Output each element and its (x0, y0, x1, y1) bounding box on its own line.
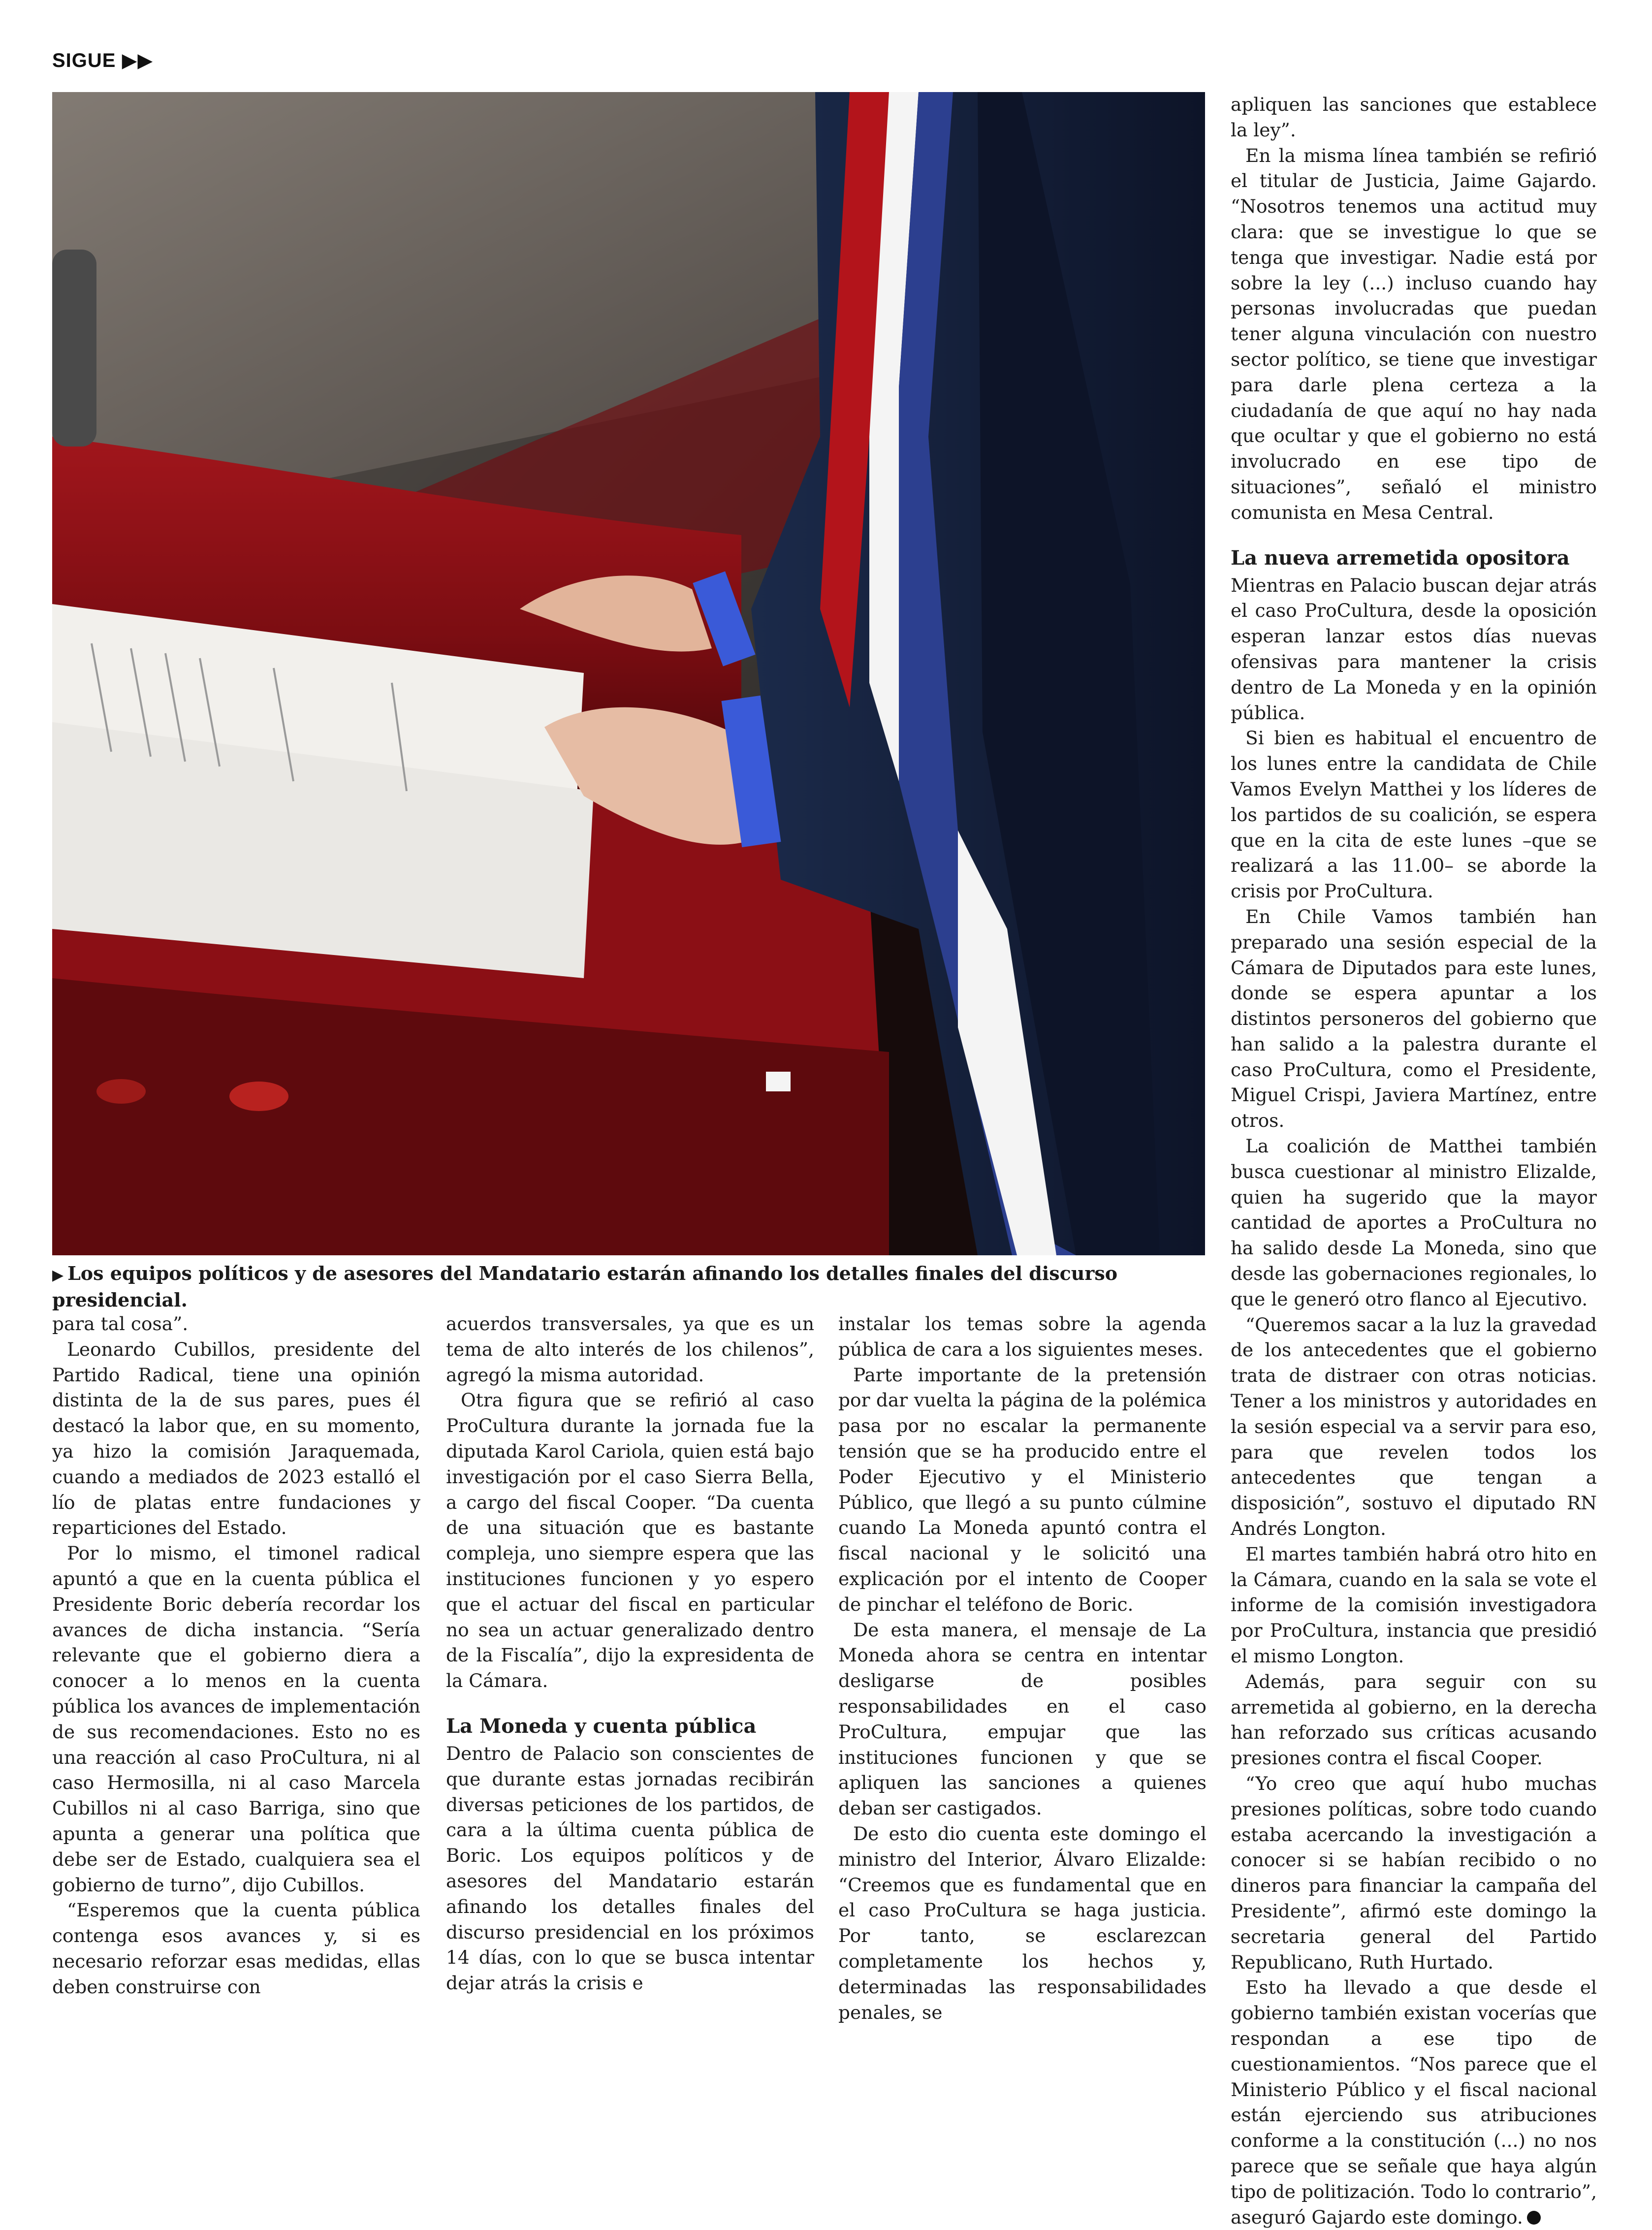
paragraph: apliquen las sanciones que establece la ley”. (1231, 94, 1597, 141)
paragraph-final (1231, 1975, 1597, 2230)
paragraph: “Queremos sacar a la luz la gravedad de los antecedentes que el gobierno trata de distraer con otras noticias. Tener a los ministros y autoridades en la sesión especial va a servir para eso, para que revelen todos los antecedentes que tengan a disposición”, sostuvo el diputado RN Andrés Longton. (1231, 1313, 1597, 1540)
paragraph-text: Esto ha llevado a que desde el gobierno también existan vocerías que respondan a ese tipo de cuestionamientos. “Nos parece que el Ministerio Público y el fiscal nacional están ejerciendo sus atribuciones conforme a la constitución (...) no nos parece que se señale que haya algún tipo de politización. Todo lo contrario”, aseguró Gajardo este domingo. (1231, 1976, 1597, 2228)
president-podium-photo (52, 92, 1205, 1255)
end-mark-icon (1527, 2211, 1541, 2225)
column-1 (52, 1311, 420, 2000)
subheading: La nueva arremetida opositora (1231, 546, 1570, 570)
photo-illustration (52, 92, 1205, 1255)
caption-marker: ▶ (52, 1267, 64, 1284)
paragraph: Por lo mismo, el timonel radical apuntó a que en la cuenta pública el Presidente Boric debería recordar los avances de dicha instancia. “Sería relevante que el gobierno diera a conocer a lo menos en la cuenta pública los avances de implementación de sus recomendaciones. Esto no es una reacción al caso ProCultura, ni al caso Hermosilla, ni al caso Marcela Cubillos ni al caso Barriga, sino que apunta a generar una política que debe ser de Estado, cualquiera sea el gobierno de turno”, dijo Cubillos. (52, 1542, 420, 1896)
paragraph: En Chile Vamos también han preparado una sesión especial de la Cámara de Diputados para este lunes, donde se espera apuntar a los distintos personeros del gobierno que han salido a la palestra durante el caso ProCultura, como el Presidente, Miguel Crispi, Javiera Martínez, entre otros. (1231, 905, 1597, 1132)
paragraph: Además, para seguir con su arremetida al gobierno, en la derecha han reforzado sus críticas acusando presiones contra el fiscal Cooper. (1231, 1670, 1597, 1769)
paragraph: Parte importante de la pretensión por dar vuelta la página de la polémica pasa por no escalar la permanente tensión que se ha producido entre el Poder Ejecutivo y el Ministerio Público, que llegó a su punto cúlmine cuando La Moneda apuntó contra el fiscal nacional y le solicitó una explicación por el intento de Cooper de pinchar el teléfono de Boric. (838, 1364, 1207, 1615)
column-4 (1231, 92, 1597, 2230)
paragraph: Leonardo Cubillos, presidente del Partido Radical, tiene una opinión distinta de la de sus pares, pues él destacó la labor que, en su momento, ya hizo la comisión Jaraquemada, cuando a mediados de 2023 estalló el lío de platas entre fundaciones y reparticiones del Estado. (52, 1338, 420, 1539)
column-3 (838, 1311, 1207, 2025)
paragraph: De esta manera, el mensaje de La Moneda ahora se centra en intentar desligarse de posibles responsabilidades en el caso ProCultura, empujar que las instituciones funcionen y que se apliquen las sanciones a quienes deban ser castigados. (838, 1619, 1207, 1819)
paragraph: instalar los temas sobre la agenda pública de cara a los siguientes meses. (838, 1313, 1207, 1360)
paragraph: Otra figura que se refirió al caso ProCultura durante la jornada fue la diputada Karol Cariola, quien está bajo investigación por el caso Sierra Bella, a cargo del fiscal Cooper. “Da cuenta de una situación que es bastante compleja, uno siempre espera que las instituciones funcionen y yo espero que el actuar del fiscal en particular no sea un actuar generalizado dentro de la Fiscalía”, dijo la expresidenta de la Cámara. (446, 1389, 814, 1692)
photo-caption (52, 1261, 1184, 1312)
column-2 (446, 1311, 814, 1996)
paragraph: acuerdos transversales, ya que es un tema de alto interés de los chilenos”, agregó la misma autoridad. (446, 1313, 814, 1386)
paragraph: “Yo creo que aquí hubo muchas presiones políticas, sobre todo cuando estaba acercando la investigación a conocer si se habían recibido o no dineros para financiar la campaña del Presidente”, afirmó este domingo la secretaria general del Partido Republicano, Ruth Hurtado. (1231, 1773, 1597, 1973)
paragraph: Si bien es habitual el encuentro de los lunes entre la candidata de Chile Vamos Evelyn Matthei y los líderes de los partidos de su coalición, se espera que en la cita de este lunes –que se realizará a las 11.00– se aborde la crisis por ProCultura. (1231, 727, 1597, 902)
paragraph: La coalición de Matthei también busca cuestionar al ministro Elizalde, quien ha sugerido que la mayor cantidad de aportes a ProCultura no ha salido desde La Moneda, sino que desde las gobernaciones regionales, lo que le generó otro flanco al Ejecutivo. (1231, 1135, 1597, 1310)
paragraph: “Esperemos que la cuenta pública contenga esos avances y, si es necesario reforzar esas medidas, ellas deben construirse con (52, 1899, 420, 1998)
paragraph: El martes también habrá otro hito en la Cámara, cuando en la sala se vote el informe de la comisión investigadora por ProCultura, instancia que presidió el mismo Longton. (1231, 1543, 1597, 1667)
paragraph: De esto dio cuenta este domingo el ministro del Interior, Álvaro Elizalde: “Creemos que es fundamental que en el caso ProCultura se haga justicia. Por tanto, se esclarezcan completamente los hechos y, determinadas las responsabilidades penales, se (838, 1822, 1207, 2023)
sigue-label: SIGUE ▶▶ (52, 50, 154, 71)
paragraph: En la misma línea también se refirió el titular de Justicia, Jaime Gajardo. “Nosotros tenemos una actitud muy clara: que se investigue lo que se tenga que investigar. Nadie está por sobre la ley (...) incluso cuando hay personas involucradas que puedan tener alguna vinculación con nuestro sector político, se tiene que investigar para darle plena certeza a la ciudadanía de que aquí no hay nada que ocultar y que el gobierno no está involucrado en ese tipo de situaciones”, señaló el ministro comunista en Mesa Central. (1231, 144, 1597, 523)
subheading: La Moneda y cuenta pública (446, 1714, 757, 1738)
paragraph: para tal cosa”. (52, 1313, 189, 1335)
paragraph: Mientras en Palacio buscan dejar atrás el caso ProCultura, desde la oposición esperan lanzar estos días nuevas ofensivas para mantener la crisis dentro de La Moneda y en la opinión pública. (1231, 574, 1597, 724)
caption-text: Los equipos políticos y de asesores del Mandatario estarán afinando los detalles finales del discurso presidencial. (52, 1262, 1118, 1311)
paragraph: Dentro de Palacio son conscientes de que durante estas jornadas recibirán diversas peticiones de los partidos, de cara a la última cuenta pública de Boric. Los equipos políticos y de asesores del Mandatario estarán afinando los detalles finales del discurso presidencial en los próximos 14 días, con lo que se busca intentar dejar atrás la crisis e (446, 1742, 814, 1994)
